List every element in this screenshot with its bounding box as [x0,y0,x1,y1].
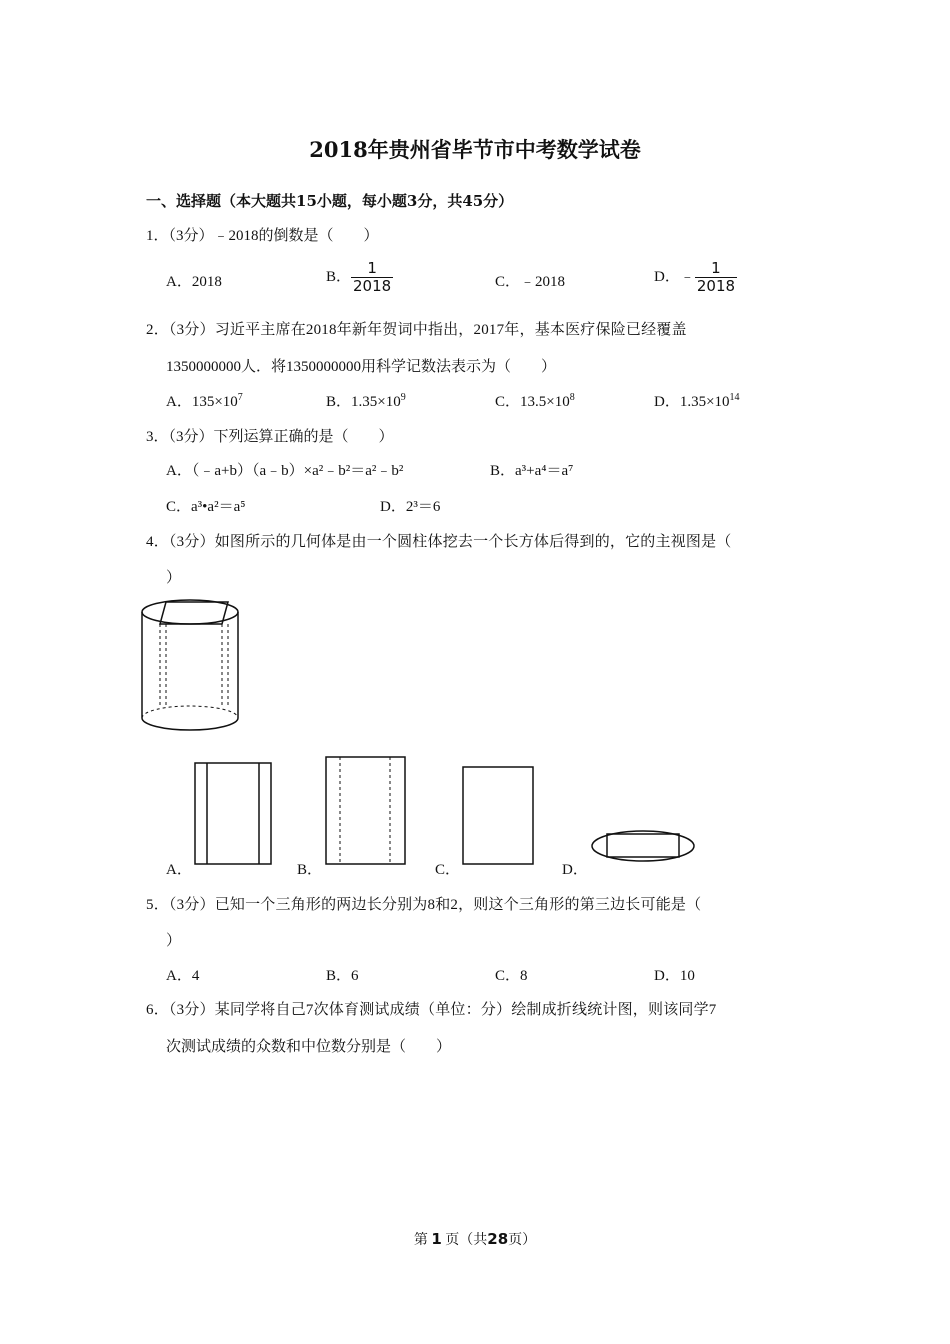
page-title: 2018年贵州省毕节市中考数学试卷 [309,137,641,162]
question-4-option-c: C． [435,862,461,878]
question-4-stem-line2: ） [166,570,182,586]
option-b-figure [325,756,407,866]
question-3-option-a: A．（﹣a+b）（a﹣b）×a²﹣b²＝a²﹣b² [166,463,404,479]
fraction: $\frac{1}{2018}$ [353,259,392,295]
question-5-option-a: A．4 [166,968,200,984]
question-1-option-b: B． $\frac{1}{2018}$ [326,259,392,295]
question-1-option-d: D．﹣ $\frac{1}{2018}$ [654,259,736,295]
page-number: 1 [431,1230,442,1248]
question-5-option-d: D．10 [654,968,695,984]
question-4-stem-line1: 4．（3分）如图所示的几何体是由一个圆柱体挖去一个长方体后得到的，它的主视图是（ [146,534,732,550]
question-3-option-c: C．a³•a²＝a⁵ [166,499,246,515]
question-2-option-a: A．$135\times 10^7$ [166,392,243,410]
question-2-stem-line2: 1350000000人．将1350000000用科学记数法表示为（ ） [166,359,557,375]
question-2-option-d: D．$1.35\times 10^{14}$ [654,392,740,410]
question-2-option-b: B．$1.35\times 10^9$ [326,392,406,410]
question-1-option-c: C．﹣2018 [495,274,566,290]
question-3-option-b: B．a³+a⁴＝a⁷ [490,463,574,479]
fraction: $\frac{1}{2018}$ [696,259,736,295]
option-a-figure [194,762,274,866]
question-4-option-b: B． [297,862,323,878]
question-4-option-d: D． [562,862,588,878]
section-heading: 一、选择题（本大题共15小题，每小题3分，共45分） [146,192,514,210]
question-3-stem: 3．（3分）下列运算正确的是（ ） [146,429,394,445]
question-2-stem-line1: 2．（3分）习近平主席在2018年新年贺词中指出，2017年，基本医疗保险已经覆盖 [146,322,687,338]
option-c-figure [462,766,536,866]
cylinder-figure [140,596,250,738]
question-1-stem: 1．（3分）﹣2018的倒数是（ ） [146,228,379,244]
question-5-stem-line1: 5．（3分）已知一个三角形的两边长分别为8和2，则这个三角形的第三边长可能是（ [146,897,702,913]
question-3-option-d: D．2³＝6 [380,499,441,515]
question-1-option-a: A．2018 [166,274,222,290]
question-4-option-a: A． [166,862,192,878]
question-6-stem-line1: 6．（3分）某同学将自己7次体育测试成绩（单位：分）绘制成折线统计图，则该同学7 [146,1002,717,1018]
question-6-stem-line2: 次测试成绩的众数和中位数分别是（ ） [166,1039,452,1055]
question-5-option-b: B．6 [326,968,359,984]
question-5-option-c: C．8 [495,968,528,984]
total-pages: 28 [487,1230,509,1248]
question-2-option-c: C．$13.5\times 10^8$ [495,392,575,410]
question-5-stem-line2: ） [166,933,182,949]
option-d-figure [590,829,698,865]
page-footer: 第 1 页（共28页） [413,1230,537,1248]
